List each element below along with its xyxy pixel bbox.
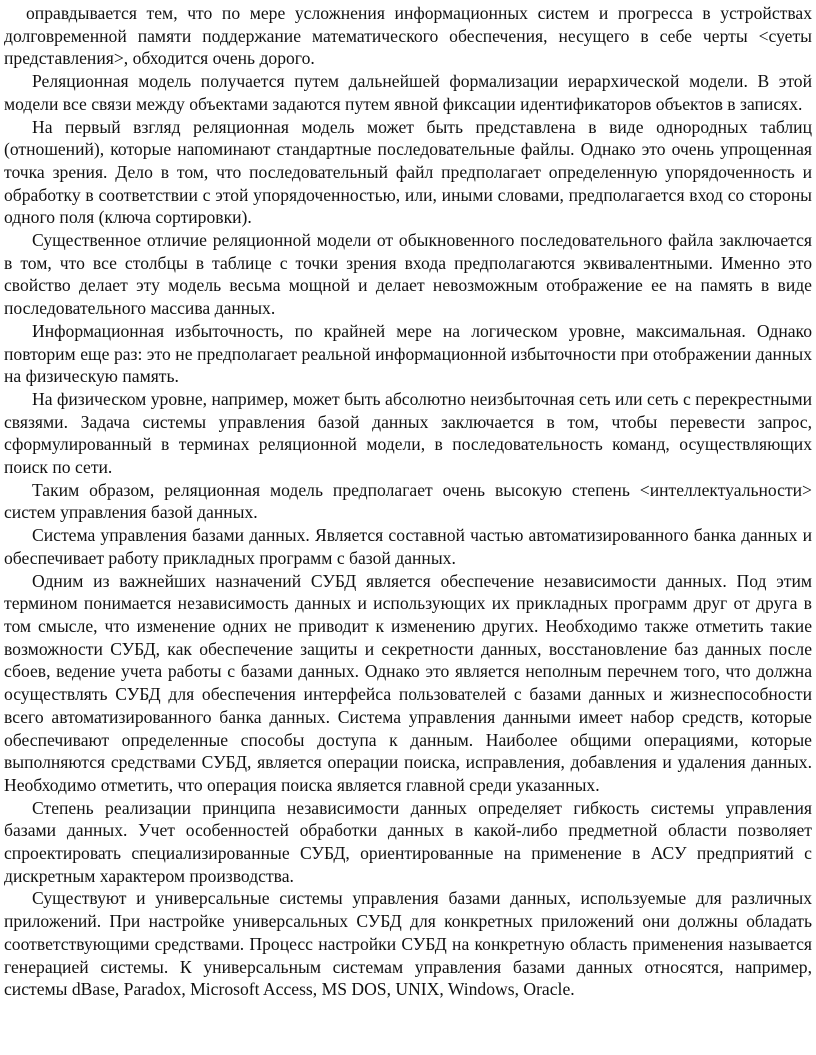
paragraph-2: Реляционная модель получается путем дальнейшей формализации иерархической модели. В этой модели все связи между объектами задаются путем явной фиксации идентификаторов объектов в записях. [4, 71, 812, 114]
paragraph-11: Существуют и универсальные системы управления базами данных, используемые для различных приложений. При настройке универсальных СУБД для конкретных приложений они должны обладать соответствующими средствами. Процесс настройки СУБД на конкретную область применения называется генерацией системы. К универсальным системам управления базами данных относятся, например, системы dBase, Paradox, Microsoft Access, MS DOS, UNIX, Windows, Oracle. [4, 888, 812, 1000]
paragraph-10: Степень реализации принципа независимости данных определяет гибкость системы управления базами данных. Учет особенностей обработки данных в какой-либо предметной области позволяет спроектировать специализированные СУБД, ориентированные на применение в АСУ предприятий с дискретным характером производства. [4, 797, 812, 886]
paragraph-1: оправдывается тем, что по мере усложнения информационных систем и прогресса в устройствах долговременной памяти поддержание математического обеспечения, несущего в себе черты <суеты представления>, обходится очень дорого. [4, 3, 812, 69]
paragraph-8: Система управления базами данных. Является составной частью автоматизированного банка данных и обеспечивает работу прикладных программ с базой данных. [4, 525, 812, 568]
paragraph-5: Информационная избыточность, по крайней мере на логическом уровне, максимальная. Однако повторим еще раз: это не предполагает реальной информационной избыточности при отображении данных на физическую память. [4, 320, 812, 387]
paragraph-9: Одним из важнейших назначений СУБД является обеспечение независимости данных. Под этим термином понимается независимость данных и использующих их прикладных программ друг от друга в том смысле, что изменение одних не приводит к изменению других. Необходимо также отметить такие возможности СУБД, как обеспечение защиты и секретности данных, восстановление баз данных после сбоев, ведение учета работы с базами данных. Однако это является неполным перечнем того, что должна осуществлять СУБД для обеспечения интерфейса пользователей с базами данных и жизнеспособности всего автоматизированного банка данных. Система управления данными имеет набор средств, которые обеспечивают определенные способы доступа к данным. Наиболее общими операциями, которые выполняются средствами СУБД, является операции поиска, исправления, добавления и удаления данных. Необходимо отметить, что операция поиска является главной среди указанных. [4, 570, 812, 795]
paragraph-7: Таким образом, реляционная модель предполагает очень высокую степень <интеллектуальности> систем управления базой данных. [4, 479, 812, 523]
paragraph-4: Существенное отличие реляционной модели от обыкновенного последовательного файла заключается в том, что все столбцы в таблице с точки зрения входа предполагаются эквивалентными. Именно это свойство делает эту модель весьма мощной и делает невозможным отображение ее на память в виде последовательного массива данных. [4, 230, 812, 319]
paragraph-3: На первый взгляд реляционная модель может быть представлена в виде однородных таблиц (отношений), которые напоминают стандартные последовательные файлы. Однако это очень упрощенная точка зрения. Дело в том, что последовательный файл предполагает определенную упорядоченность и обработку в соответствии с этой упорядоченностью, или, иными словами, предполагается вход со стороны одного поля (ключа сортировки). [4, 116, 812, 228]
paragraph-6: На физическом уровне, например, может быть абсолютно неизбыточная сеть или сеть с перекрестными связями. Задача системы управления базой данных заключается в том, чтобы перевести запрос, сформулированный в терминах реляционной модели, в последовательность команд, осуществляющих поиск по сети. [4, 388, 812, 478]
